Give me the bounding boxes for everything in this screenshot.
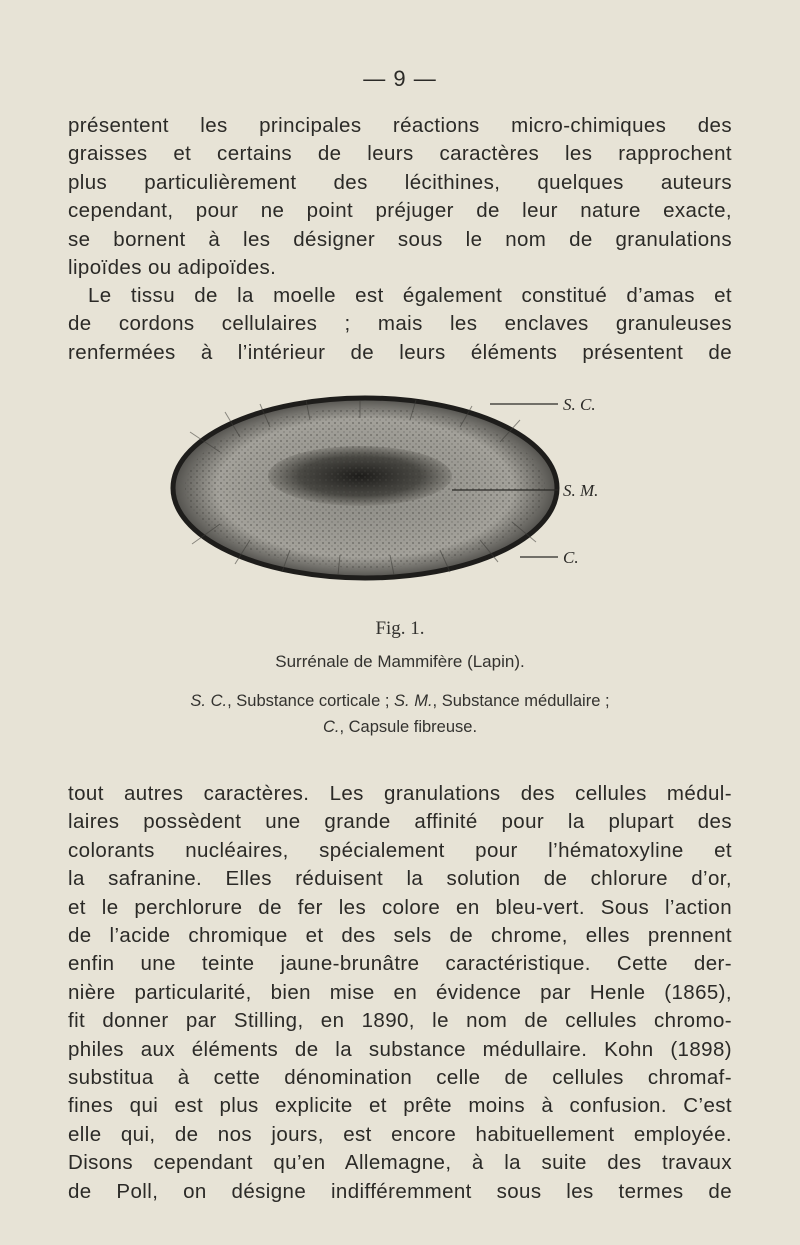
text-line: de Poll, on désigne indifféremment sous les termes de: [68, 1179, 732, 1203]
text-line: elle qui, de nos jours, est encore habituellement employée.: [68, 1122, 732, 1146]
legend-text: , Substance médullaire ;: [432, 692, 610, 710]
text-line: et le perchlorure de fer les colore en bleu-vert. Sous l’action: [68, 895, 732, 919]
paragraph-1: [68, 112, 732, 282]
legend-text: , Capsule fibreuse.: [339, 718, 478, 736]
text-line: enfin une teinte jaune-brunâtre caractéristique. Cette der-: [68, 952, 732, 976]
text-line: laires possèdent une grande affinité pour la plupart des: [68, 810, 732, 834]
text-line: colorants nucléaires, spécialement pour l’hématoxyline et: [68, 838, 732, 862]
text-line: de l’acide chromique et des sels de chrome, elles prennent: [68, 924, 732, 948]
legend-text: , Substance corticale ;: [227, 692, 395, 710]
label-capsule: C.: [563, 548, 579, 567]
figure-title: Surrénale de Mammifère (Lapin).: [275, 652, 525, 671]
text-line: cependant, pour ne point préjuger de leur nature exacte,: [68, 199, 732, 223]
text-line: substitua à cette dénomination celle de cellules chromaf-: [68, 1066, 732, 1090]
legend-line-1: [110, 688, 690, 714]
text-line: fines qui est plus explicite et prête moins à confusion. C’est: [68, 1094, 732, 1118]
text-line: Le tissu de la moelle est également constitué d’amas et: [88, 284, 732, 307]
text-line: Disons cependant qu’en Allemagne, à la suite des travaux: [68, 1151, 732, 1175]
text-line: tout autres caractères. Les granulations des cellules médul-: [68, 782, 732, 805]
text-line: la safranine. Elles réduisent la solution de chlorure d’or,: [68, 867, 732, 891]
figure-label: Fig. 1.: [375, 618, 425, 639]
legend-abbrev: S. C.: [190, 692, 228, 710]
legend-abbrev: S. M.: [394, 692, 433, 710]
text-line: renfermées à l’intérieur de leurs éléments présentent de: [68, 340, 732, 364]
text-line: présentent les principales réactions micro-chimiques des: [68, 114, 732, 137]
adrenal-illustration: [160, 392, 630, 582]
text-line: de cordons cellulaires ; mais les enclaves granuleuses: [68, 312, 732, 336]
text-line: lipoïdes ou adipoïdes.: [68, 256, 277, 280]
paragraph-3: [68, 780, 732, 1206]
text-line: nière particularité, bien mise en évidence par Henle (1865),: [68, 980, 732, 1004]
text-line: plus particulièrement des lécithines, quelques auteurs: [68, 170, 732, 194]
paragraph-2: [68, 282, 732, 367]
text-line: se bornent à les désigner sous le nom de granulations: [68, 227, 732, 251]
text-line: philes aux éléments de la substance médullaire. Kohn (1898): [68, 1037, 732, 1061]
figure-legend: [110, 688, 690, 740]
legend-abbrev: C.: [322, 718, 340, 736]
text-line: graisses et certains de leurs caractères les rapprochent: [68, 142, 732, 166]
page-number: — 9 —: [363, 66, 437, 91]
legend-line-2: [110, 714, 690, 740]
label-substance-corticale: S. C.: [563, 395, 596, 414]
text-line: fit donner par Stilling, en 1890, le nom de cellules chromo-: [68, 1009, 732, 1033]
label-substance-medullaire: S. M.: [563, 481, 599, 500]
adrenal-gland-figure: [160, 392, 630, 582]
